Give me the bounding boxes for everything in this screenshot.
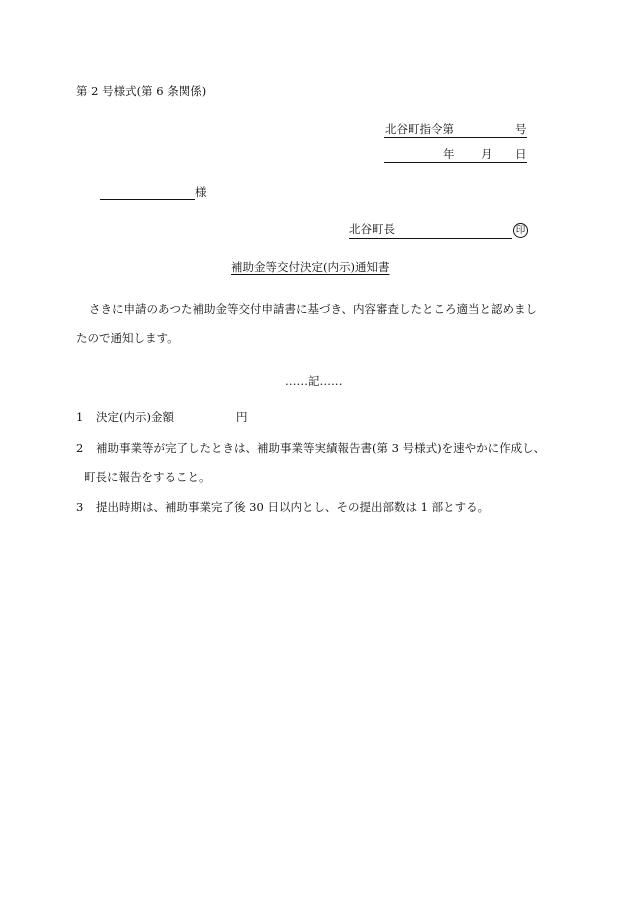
date-year: 年 [443, 147, 455, 161]
form-label: 第 2 号様式(第 6 条関係) [76, 84, 207, 98]
item-2-continuation: 町長に報告をすること。 [84, 470, 211, 484]
reference-suffix: 号 [515, 122, 527, 136]
issuer-underline [349, 238, 512, 239]
body-line-2: たので通知します。 [76, 331, 179, 345]
item-1-unit: 円 [236, 410, 248, 424]
item-3-number: 3 [76, 500, 84, 514]
addressee-underline [100, 199, 195, 200]
document-title: 補助金等交付決定(内示)通知書 [231, 260, 390, 274]
item-2-text: 補助事業等が完了したときは、補助事業等実績報告書(第 3 号様式)を速やかに作成し、 [96, 441, 546, 455]
item-3-text: 提出時期は、補助事業完了後 30 日以内とし、その提出部数は 1 部とする。 [96, 500, 490, 514]
item-2-number: 2 [76, 441, 84, 455]
reference-prefix: 北谷町指令第 [385, 122, 454, 136]
reference-underline [384, 137, 527, 138]
addressee-honorific: 様 [195, 185, 207, 199]
issuer-name: 北谷町長 [349, 222, 395, 236]
body-line-1: さきに申請のあつた補助金等交付申請書に基づき、内容審査したところ適当と認めまし [89, 302, 538, 316]
date-day: 日 [515, 147, 527, 161]
item-1-number: 1 [76, 410, 84, 424]
date-month: 月 [481, 147, 493, 161]
item-1-text: 決定(内示)金額 [96, 410, 174, 424]
seal-icon: 印 [513, 223, 528, 238]
ki-marker: ……記…… [285, 374, 343, 388]
date-underline [384, 162, 527, 163]
